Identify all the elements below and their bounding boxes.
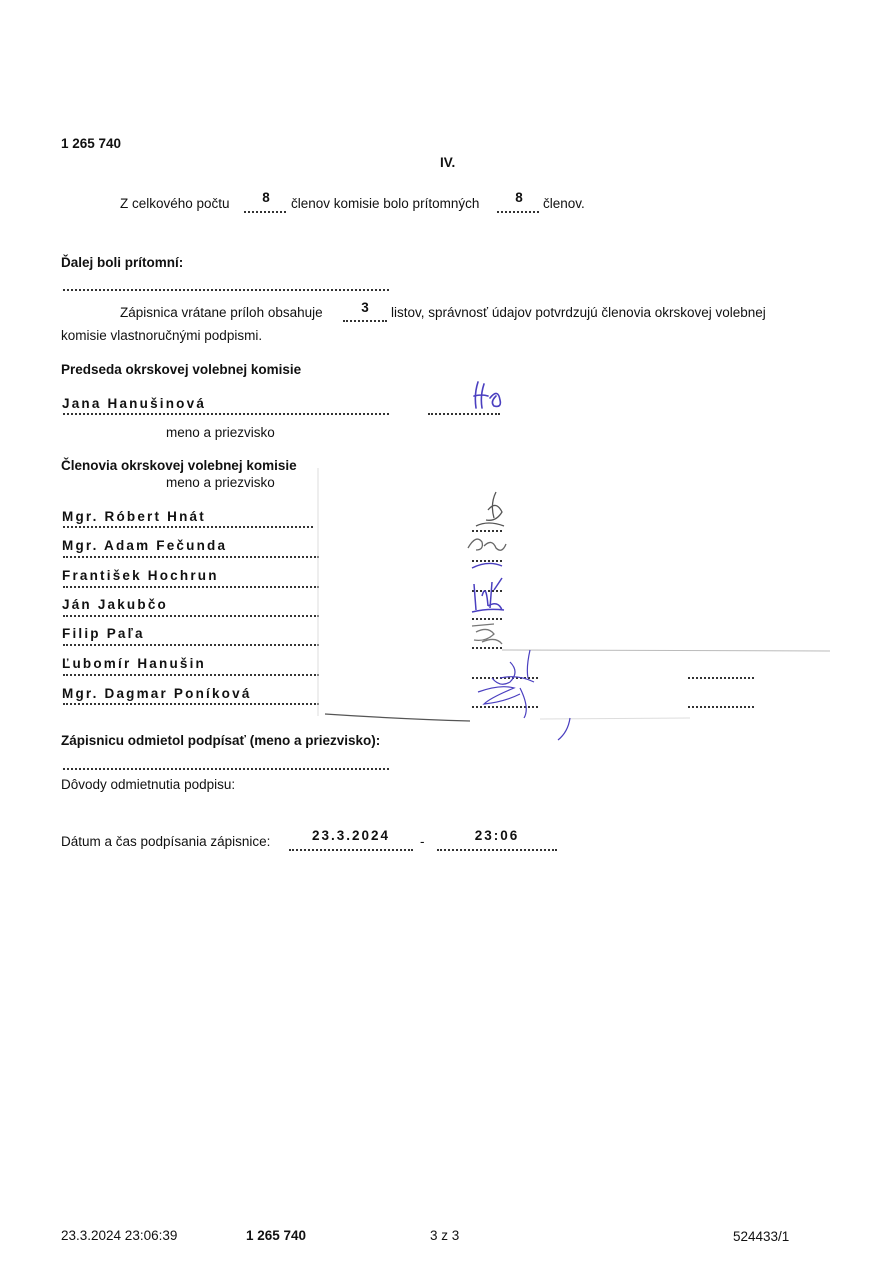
document-number: 1 265 740 bbox=[61, 136, 122, 151]
attendance-suffix: členov. bbox=[543, 196, 585, 211]
attendance-prefix: Z celkového počtu bbox=[120, 196, 230, 211]
member-signature-6 bbox=[470, 648, 550, 746]
signing-label: Dátum a čas podpísania zápisnice: bbox=[61, 834, 271, 849]
members-caption: meno a priezvisko bbox=[166, 475, 275, 490]
signing-time: 23:06 bbox=[474, 828, 520, 843]
chair-caption: meno a priezvisko bbox=[166, 425, 275, 440]
member-name-1: Mgr. Róbert Hnát bbox=[62, 509, 206, 524]
attendance-total: 8 bbox=[262, 190, 270, 205]
footer-doc-number: 1 265 740 bbox=[246, 1228, 307, 1243]
member-signature-5 bbox=[468, 618, 508, 651]
signing-date-dots bbox=[289, 849, 413, 851]
footer-timestamp: 23.3.2024 23:06:39 bbox=[61, 1228, 178, 1243]
attachments-count: 3 bbox=[361, 300, 369, 315]
member-name-4: Ján Jakubčo bbox=[62, 597, 168, 612]
chair-name: Jana Hanušinová bbox=[62, 396, 207, 411]
attendance-present: 8 bbox=[515, 190, 523, 205]
footer-code: 524433/1 bbox=[733, 1229, 790, 1244]
refusal-heading: Zápisnicu odmietol podpísať (meno a priezvisko): bbox=[61, 733, 381, 748]
member-signature-1 bbox=[466, 490, 510, 533]
refusal-reasons-label: Dôvody odmietnutia podpisu: bbox=[61, 777, 236, 792]
member-name-3: František Hochrun bbox=[62, 568, 219, 583]
refusal-dots bbox=[63, 768, 389, 770]
attachments-prefix: Zápisnica vrátane príloh obsahuje bbox=[120, 305, 323, 320]
footer-page: 3 z 3 bbox=[430, 1228, 460, 1243]
chair-heading: Predseda okrskovej volebnej komisie bbox=[61, 362, 302, 377]
member-signature-2 bbox=[466, 528, 510, 561]
members-heading: Členovia okrskovej volebnej komisie bbox=[61, 458, 297, 473]
signing-time-dots bbox=[437, 849, 557, 851]
member-name-5: Filip Paľa bbox=[62, 626, 145, 641]
signing-date: 23.3.2024 bbox=[311, 828, 391, 843]
attachments-line2: komisie vlastnoručnými podpismi. bbox=[61, 328, 263, 343]
section-heading: IV. bbox=[440, 155, 456, 170]
member-name-7: Mgr. Dagmar Poníková bbox=[62, 686, 252, 701]
others-present-heading: Ďalej boli prítomní: bbox=[61, 255, 184, 270]
attendance-middle: členov komisie bolo prítomných bbox=[291, 196, 480, 211]
attachments-suffix: listov, správnosť údajov potvrdzujú členovia okrskovej volebnej bbox=[391, 305, 766, 320]
signing-separator: - bbox=[420, 834, 425, 849]
member-signature-3 bbox=[468, 560, 508, 619]
member-name-6: Ľubomír Hanušin bbox=[62, 656, 206, 671]
member-name-2: Mgr. Adam Fečunda bbox=[62, 538, 228, 553]
